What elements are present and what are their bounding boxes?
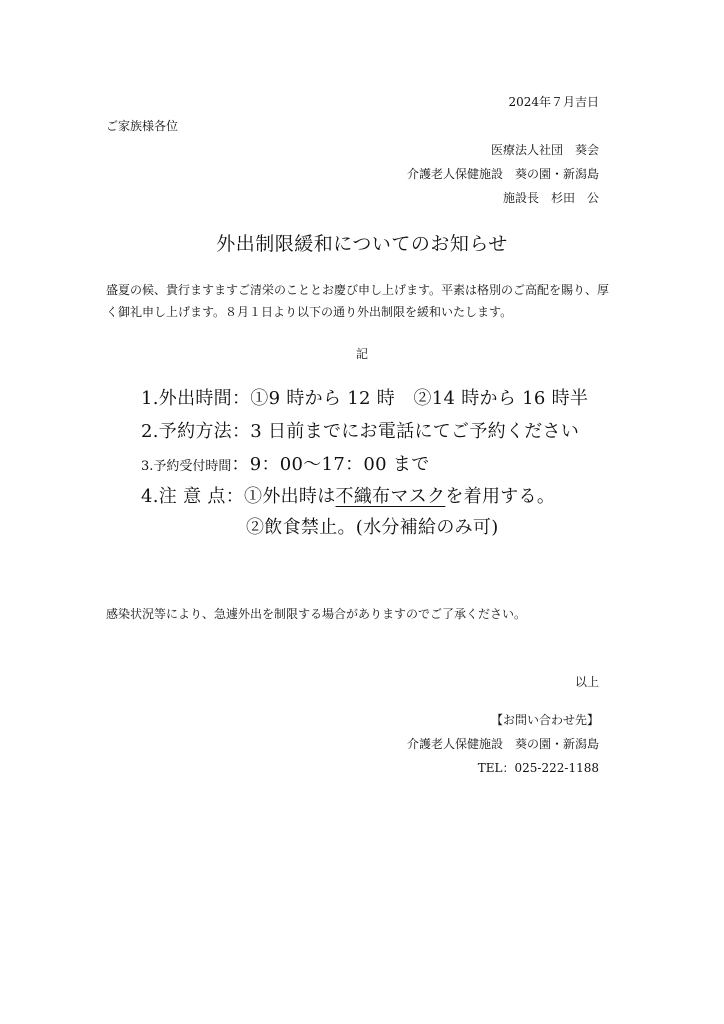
- contact-heading: 【お問い合わせ先】: [490, 713, 599, 727]
- recipient-line: ご家族様各位: [106, 119, 179, 133]
- reservation-hours-value: ：9：00～17：00 まで: [231, 454, 430, 475]
- contact-tel: TEL：025-222-1188: [477, 761, 599, 775]
- notice-text: 感染状況等により、急遽外出を制限する場合がありますのでご了承ください。: [106, 607, 527, 621]
- notes-mask-underlined: 不織布マスク: [335, 486, 446, 507]
- item-notes-line2: ②飲食禁止。(水分補給のみ可): [246, 517, 499, 538]
- item-outing-hours: 1.外出時間：①9 時から 12 時 ②14 時から 16 時半: [141, 388, 589, 409]
- document-date: 2024年７月吉日: [508, 95, 599, 109]
- sender-director: 施設長 杉田 公: [502, 191, 599, 205]
- notes-prefix: 4.注 意 点：①外出時は: [141, 486, 336, 507]
- notes-suffix: を着用する。: [445, 486, 556, 507]
- document-title: 外出制限緩和についてのお知らせ: [216, 233, 508, 255]
- item-reservation-hours: [141, 452, 430, 480]
- sender-facility: 介護老人保健施設 葵の園・新潟島: [406, 167, 599, 181]
- reservation-hours-label: 3.予約受付時間: [141, 459, 232, 474]
- item-notes: [141, 484, 555, 510]
- sender-organization: 医療法人社団 葵会: [490, 143, 599, 157]
- contact-facility: 介護老人保健施設 葵の園・新潟島: [406, 737, 599, 751]
- ki-heading: 記: [355, 347, 368, 361]
- item-reservation-method: 2.予約方法：3 日前までにお電話にてご予約ください: [141, 421, 580, 442]
- greeting-paragraph: 盛夏の候、貴行ますますご清栄のこととお慶び申し上げます。平素は格別のご高配を賜り、厚く御礼申し上げます。８月１日より以下の通り外出制限を緩和いたします。: [106, 283, 610, 319]
- closing-ijou: 以上: [574, 675, 599, 689]
